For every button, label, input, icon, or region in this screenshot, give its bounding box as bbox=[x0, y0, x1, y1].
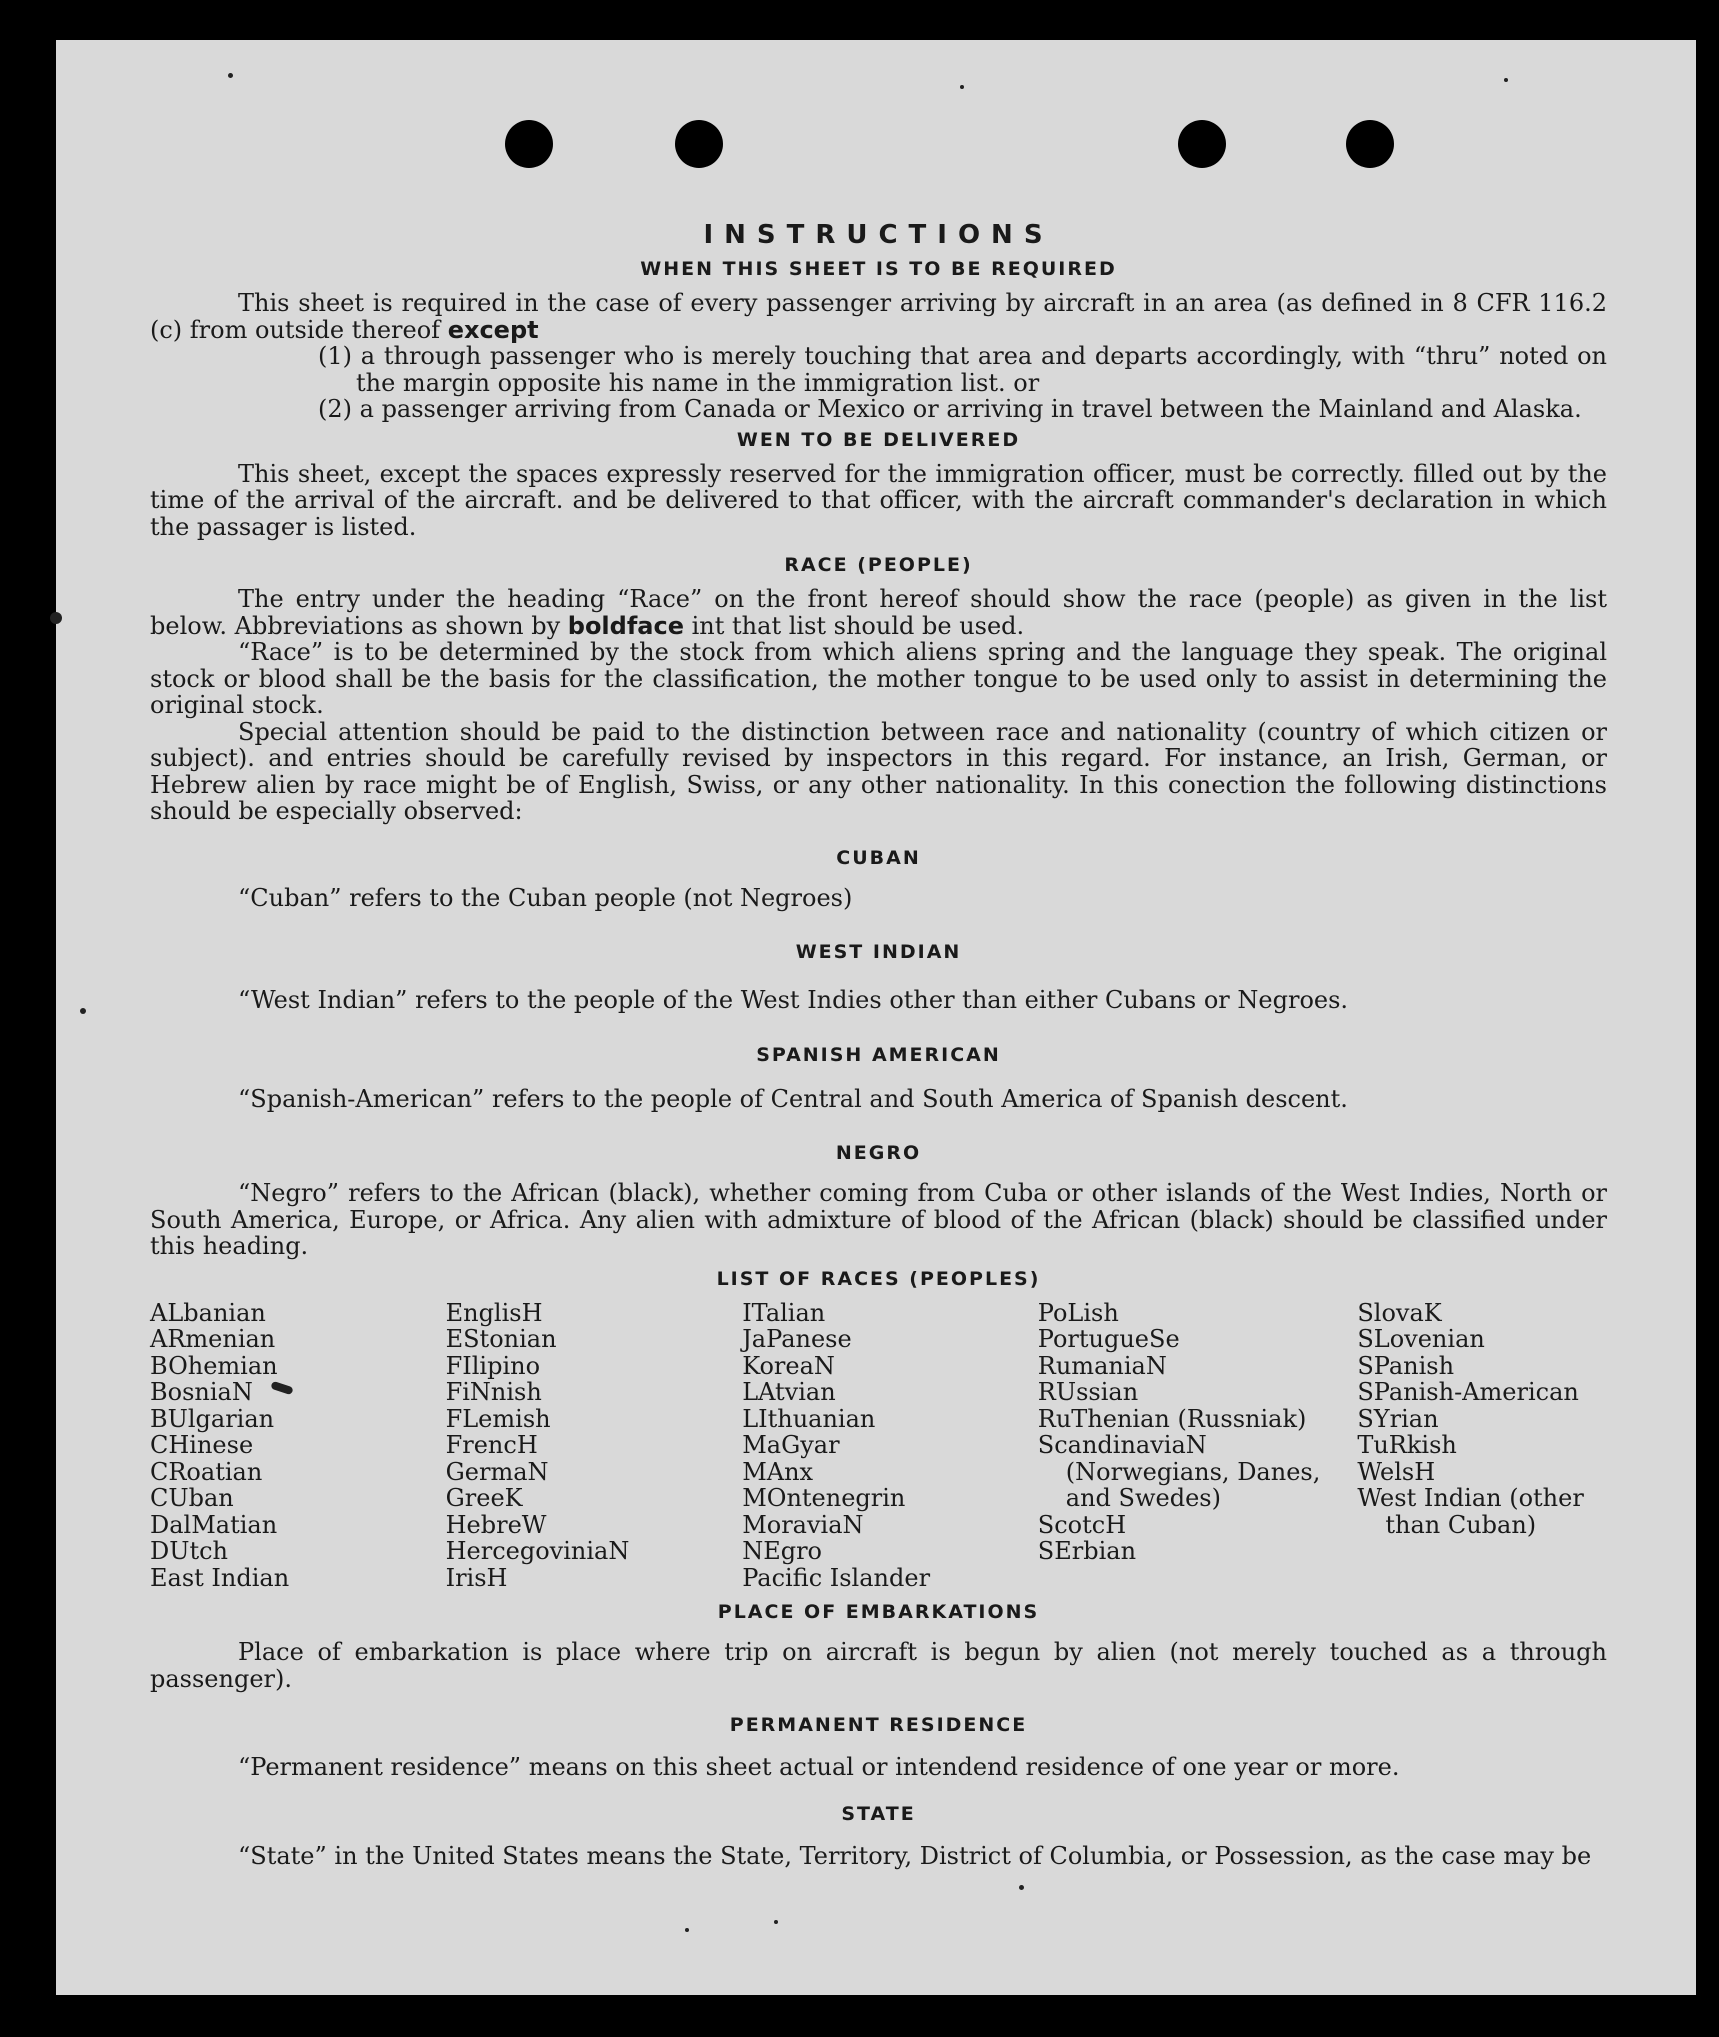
speck bbox=[80, 1008, 86, 1014]
embarkation-text: Place of embarkation is place where trip on aircraft is begun by alien (not merely touched as a through passenger). bbox=[150, 1638, 1607, 1693]
section-title-delivered: WEN TO BE DELIVERED bbox=[736, 428, 1021, 451]
spanish-american-text: “Spanish-American” refers to the people of Central and South America of Spanish descent. bbox=[238, 1084, 1348, 1113]
race-item: MOntenegrin bbox=[742, 1484, 906, 1512]
section-title-residence: PERMANENT RESIDENCE bbox=[729, 1714, 1028, 1736]
race-list bbox=[150, 1300, 1607, 1592]
race-item: FiNnish bbox=[445, 1378, 542, 1406]
race-item: ScandinaviaN (Norwegians, Danes, and Swedes) bbox=[1037, 1431, 1321, 1512]
race-item: BUlgarian bbox=[150, 1404, 275, 1433]
race-item: EnglisH bbox=[445, 1298, 543, 1327]
delivered-text: This sheet, except the spaces expressly reserved for the immigration officer, must be correctly. filled out by the time of the arrival of the aircraft. and be delivered to that officer, with the aircraft commander's declaration in which the passager is listed. bbox=[150, 459, 1607, 541]
section-title-cuban: CUBAN bbox=[836, 846, 921, 869]
race-item: ARmenian bbox=[150, 1325, 276, 1353]
punch-hole bbox=[1178, 120, 1226, 168]
ink-blot bbox=[50, 612, 62, 624]
race-item: BOhemian bbox=[150, 1351, 278, 1380]
speck bbox=[228, 73, 233, 78]
speck bbox=[1504, 78, 1508, 82]
west-indian-text: “West Indian” refers to the people of the West Indies other than either Cubans or Negroes. bbox=[238, 986, 1349, 1014]
residence-text: “Permanent residence” means on this sheet actual or intendend residence of one year or more. bbox=[238, 1753, 1400, 1781]
race-item: IrisH bbox=[445, 1563, 508, 1592]
race-paragraph-2: “Race” is to be determined by the stock from which aliens spring and the language they speak. The original stock or blood shall be the basis for the classification, the mother tongue to be used only to assist in determining the original stock. bbox=[150, 638, 1607, 719]
race-column-3 bbox=[742, 1300, 1038, 1592]
race-item: Pacific Islander bbox=[742, 1563, 931, 1592]
race-item: SErbian bbox=[1037, 1537, 1137, 1565]
race-item: SPanish bbox=[1357, 1351, 1455, 1380]
section-title-negro: NEGRO bbox=[835, 1142, 922, 1164]
race-item: EStonian bbox=[445, 1325, 557, 1353]
page-title: INSTRUCTIONS bbox=[703, 220, 1054, 250]
race-paragraph-3: Special attention should be paid to the distinction between race and nationality (country of which citizen or subject). and entries should be carefully revised by inspectors in this regard. For instance, an Irish, German, or Hebrew alien by race might be of English, Swiss, or any other nationality. In this conection the following distinctions should be especially observed: bbox=[150, 717, 1607, 825]
section-title-spanish-american: SPANISH AMERICAN bbox=[756, 1043, 1001, 1066]
race-column-2 bbox=[446, 1300, 743, 1592]
section-title-when: WHEN THIS SHEET IS TO BE REQUIRED bbox=[640, 258, 1117, 280]
race-item: CHinese bbox=[150, 1431, 254, 1459]
race-item: RUssian bbox=[1037, 1378, 1139, 1406]
punch-hole bbox=[505, 120, 553, 168]
section-title-west-indian: WEST INDIAN bbox=[795, 941, 962, 963]
race-item: FLemish bbox=[445, 1404, 551, 1433]
race-item: RuThenian (Russniak) bbox=[1037, 1404, 1307, 1433]
race-item: LAtvian bbox=[742, 1378, 836, 1406]
race-item: East Indian bbox=[150, 1563, 290, 1592]
race-item: KoreaN bbox=[742, 1351, 835, 1380]
race-column-4 bbox=[1038, 1300, 1358, 1592]
race-item: HercegoviniaN bbox=[445, 1537, 630, 1565]
race-item: SYrian bbox=[1357, 1404, 1439, 1433]
when-item-2: (2) a passenger arriving from Canada or Mexico or arriving in travel between the Mainland and Alaska. bbox=[318, 395, 1582, 423]
instructions-content bbox=[150, 220, 1607, 1869]
race-item: TuRkish bbox=[1357, 1431, 1457, 1459]
punch-hole bbox=[675, 120, 723, 168]
race-item: BosniaN bbox=[150, 1378, 253, 1406]
race-item: SPanish-American bbox=[1357, 1378, 1579, 1406]
section-title-list: LIST OF RACES (PEOPLES) bbox=[716, 1267, 1041, 1290]
race-item: ALbanian bbox=[150, 1298, 266, 1327]
race-item: HebreW bbox=[445, 1510, 547, 1539]
race-item: GermaN bbox=[445, 1457, 549, 1486]
race-item: PortugueSe bbox=[1037, 1325, 1180, 1353]
race-item: RumaniaN bbox=[1037, 1351, 1167, 1380]
race-column-5 bbox=[1357, 1300, 1607, 1592]
race-item: SLovenian bbox=[1357, 1325, 1485, 1353]
race-item: CRoatian bbox=[150, 1457, 263, 1486]
speck bbox=[960, 85, 964, 89]
race-item: SlovaK bbox=[1357, 1298, 1442, 1327]
race-item: ScotcH bbox=[1037, 1510, 1127, 1539]
section-title-embarkation: PLACE OF EMBARKATIONS bbox=[717, 1601, 1040, 1623]
punch-hole bbox=[1346, 120, 1394, 168]
document-sheet bbox=[56, 40, 1696, 1995]
race-item: MaGyar bbox=[742, 1431, 840, 1459]
race-item: West Indian (other than Cuban) bbox=[1357, 1484, 1584, 1539]
race-item: WelsH bbox=[1357, 1457, 1436, 1486]
cuban-text: “Cuban” refers to the Cuban people (not Negroes) bbox=[238, 883, 853, 912]
section-title-race: RACE (PEOPLE) bbox=[784, 554, 973, 576]
race-item: MoraviaN bbox=[742, 1510, 864, 1539]
race-item: FrencH bbox=[445, 1431, 538, 1459]
race-item: ITalian bbox=[742, 1298, 826, 1327]
state-text: “State” in the United States means the State, Territory, District of Columbia, or Possession, as the case may be bbox=[238, 1841, 1592, 1870]
speck bbox=[774, 1920, 778, 1924]
when-intro: This sheet is required in the case of every passenger arriving by aircraft in an area (as defined in 8 CFR 116.2 (c) from outside thereof except bbox=[150, 289, 1607, 344]
keyword-except: except bbox=[447, 315, 539, 344]
when-item-1: (1) a through passenger who is merely touching that area and departs accordingly, with “thru” noted on the margin opposite his name in the immigration list. or bbox=[318, 342, 1607, 397]
race-item: DalMatian bbox=[150, 1510, 278, 1539]
section-title-state: STATE bbox=[841, 1802, 916, 1825]
speck bbox=[1019, 1885, 1024, 1890]
keyword-boldface: boldface bbox=[567, 611, 684, 640]
speck bbox=[685, 1928, 689, 1932]
race-paragraph-1: The entry under the heading “Race” on the front hereof should show the race (people) as given in the list below. Abbreviations as shown by boldface int that list should be used. bbox=[150, 585, 1607, 640]
race-item: DUtch bbox=[150, 1537, 229, 1565]
race-item: PoLish bbox=[1037, 1298, 1119, 1327]
race-item: JaPanese bbox=[742, 1325, 852, 1353]
race-item: LIthuanian bbox=[742, 1404, 876, 1433]
race-item: FIlipino bbox=[445, 1351, 541, 1380]
negro-text: “Negro” refers to the African (black), whether coming from Cuba or other islands of the West Indies, North or South America, Europe, or Africa. Any alien with admixture of blood of the African (black) should be classified under this heading. bbox=[150, 1179, 1607, 1260]
race-column-1 bbox=[150, 1300, 446, 1592]
race-item: MAnx bbox=[742, 1457, 814, 1486]
race-item: NEgro bbox=[742, 1537, 822, 1565]
race-item: CUban bbox=[150, 1484, 234, 1512]
race-item: GreeK bbox=[445, 1484, 523, 1512]
